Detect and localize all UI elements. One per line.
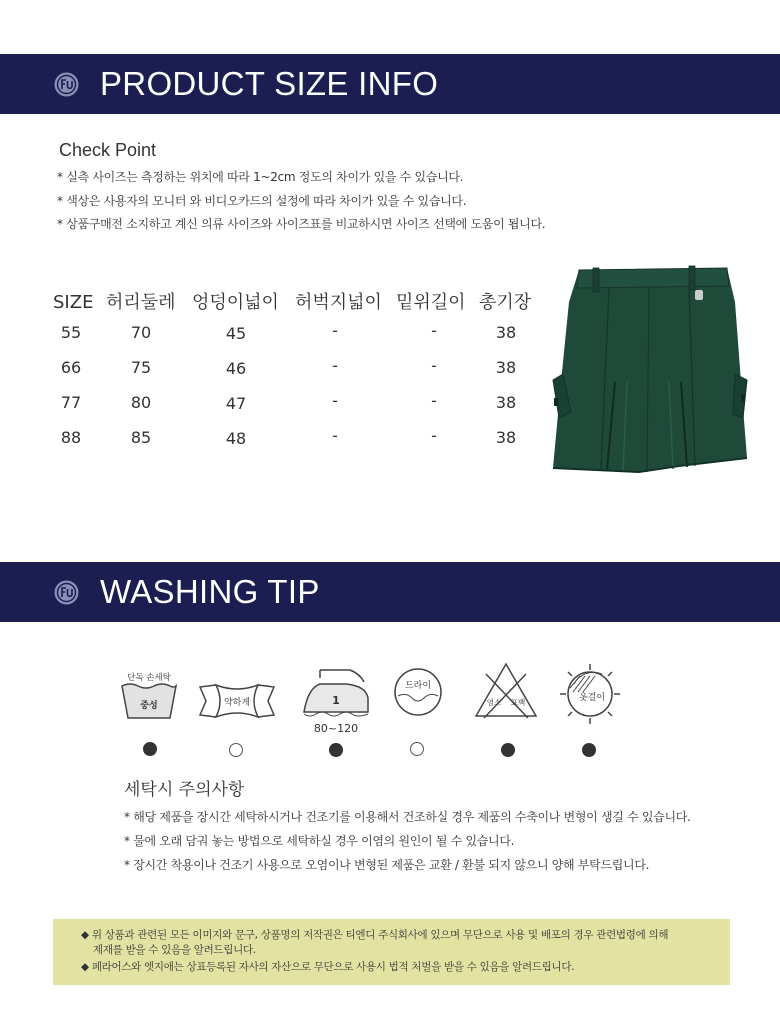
size-cell: 88 [60, 428, 82, 447]
length-cell: 38 [495, 428, 517, 447]
hip-cell: 48 [225, 429, 247, 448]
rise-header: 밑위길이 [396, 292, 466, 313]
rise-cell: - [431, 321, 437, 340]
product-size-info-banner [0, 54, 780, 114]
notice-line: 제재를 받을 수 있음을 알려드립니다. [93, 944, 256, 956]
icon-label: 약하게 [223, 698, 251, 708]
rise-cell: - [431, 391, 437, 410]
unselected-indicator [410, 742, 424, 756]
copyright-notice [53, 919, 730, 985]
rise-cell: - [431, 356, 437, 375]
hip-cell: 47 [225, 394, 247, 413]
notice-line: ◆ 위 상품과 관련된 모든 이미지와 문구, 상품명의 저작권은 티엔디 주식회사에 있으며 무단으로 사용 및 배포의 경우 관련법령에 의해 [81, 929, 669, 941]
size-cell: 77 [60, 393, 82, 412]
hip-header: 엉덩이넓이 [192, 292, 279, 313]
washing-caution-notes [124, 805, 691, 877]
gentle-wash-icon [198, 679, 276, 723]
icon-label: 염소 [486, 698, 502, 707]
icon-label: 단독 손세탁 [127, 673, 171, 683]
thigh-header: 허벅지넓이 [295, 292, 382, 313]
size-header: SIZE [53, 292, 94, 313]
check-point-note: * 색상은 사용자의 모니터 와 비디오카드의 설정에 따라 차이가 있을 수 있습니다. [57, 193, 467, 208]
icon-label: 표백 [510, 698, 526, 707]
washing-caution-note: * 물에 오래 담궈 놓는 방법으로 세탁하실 경우 이염의 원인이 될 수 있습니다. [124, 834, 515, 848]
unselected-indicator [229, 743, 243, 757]
iron-icon [298, 664, 374, 736]
size-cell: 66 [60, 358, 82, 377]
hang-dry-icon [558, 662, 622, 724]
size-cell: 55 [60, 323, 82, 342]
icon-label: 옷걸이 [578, 693, 606, 703]
selected-indicator [143, 742, 157, 756]
notice-line: ◆ 페라어스와 엣지애는 상표등록된 자사의 자산으로 무단으로 사용시 법적 처벌을 받을 수 있음을 알려드립니다. [81, 961, 575, 973]
waist-cell: 75 [130, 358, 152, 377]
dry-clean-icon [392, 666, 444, 718]
thigh-cell: - [332, 356, 338, 375]
check-point-notes [57, 166, 545, 237]
washing-tip-banner [0, 562, 780, 622]
section-title: PRODUCT SIZE INFO [100, 65, 439, 102]
selected-indicator [329, 743, 343, 757]
hip-cell: 45 [225, 324, 247, 343]
section-title: WASHING TIP [100, 573, 320, 610]
icon-label: 80~120 [313, 722, 359, 735]
icon-label: 중성 [140, 701, 158, 711]
washing-caution-note: * 해당 제품을 장시간 세탁하시거나 건조기를 이용해서 건조하실 경우 제품의 수축이나 변형이 생길 수 있습니다. [124, 810, 691, 824]
thigh-cell: - [332, 426, 338, 445]
icon-label: 드라이 [404, 681, 432, 691]
check-point-title: Check Point [59, 140, 157, 160]
length-cell: 38 [495, 393, 517, 412]
brand-logo-icon [54, 580, 79, 605]
waist-cell: 85 [130, 428, 152, 447]
selected-indicator [582, 743, 596, 757]
waist-cell: 70 [130, 323, 152, 342]
product-skirt-image [549, 262, 753, 477]
hand-wash-icon [118, 668, 180, 724]
check-point-note: * 상품구매전 소지하고 계신 의류 사이즈와 사이즈표를 비교하시면 사이즈 선택에 도움이 됩니다. [57, 217, 546, 231]
brand-logo-icon [54, 72, 79, 97]
waist-cell: 80 [130, 393, 152, 412]
check-point-note: * 실측 사이즈는 측정하는 위치에 따라 1~2cm 정도의 차이가 있을 수 있습니다. [57, 170, 464, 184]
rise-cell: - [431, 426, 437, 445]
washing-caution-title: 세탁시 주의사항 [124, 780, 245, 800]
thigh-cell: - [332, 321, 338, 340]
selected-indicator [501, 743, 515, 757]
no-bleach-icon [472, 660, 540, 720]
waist-header: 허리둘레 [106, 292, 176, 313]
hip-cell: 46 [225, 359, 247, 378]
icon-label: 1 [332, 694, 340, 707]
length-cell: 38 [495, 323, 517, 342]
washing-caution-note: * 장시간 착용이나 건조기 사용으로 오염이나 변형된 제품은 교환 / 환불 되지 않으니 양해 부탁드립니다. [124, 858, 650, 872]
thigh-cell: - [332, 391, 338, 410]
length-cell: 38 [495, 358, 517, 377]
length-header: 총기장 [479, 292, 532, 313]
